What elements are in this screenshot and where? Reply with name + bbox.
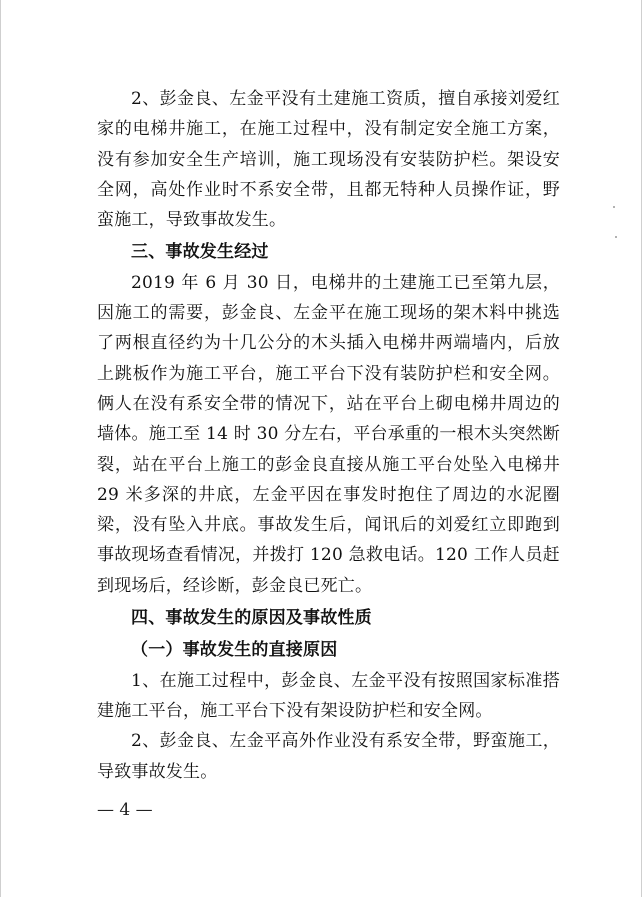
scan-speck: [615, 236, 617, 238]
paragraph-accident-process: 2019 年 6 月 30 日，电梯井的土建施工已至第九层，因施工的需要，彭金良、左金平在施工现场的架木料中挑选了两根直径约为十几公分的木头插入电梯井两端墙内，后放上跳板作为施工平台，施工平台下没有装防护栏和安全网。俩人在没有系安全带的情况下，站在平台上砌电梯井周边的墙体。施工至 14 时 30 分左右，平台承重的一根木头突然断裂，站在平台上施工的彭金良直接从施工平台处坠入电梯井 29 米多深的井底，左金平因在事发时抱住了周边的水泥圈梁，没有坠入井底。事故发生后，闻讯后的刘爱红立即跑到事故现场查看情况，并拨打 120 急救电话。120 工作人员赶到现场后，经诊断，彭金良已死亡。: [97, 272, 560, 596]
section-heading-4: 四、事故发生的原因及事故性质: [131, 608, 372, 629]
paragraph-cause-1: 1、在施工过程中，彭金良、左金平没有按照国家标准搭建施工平台，施工平台下没有架设防护栏和安全网。: [97, 670, 560, 721]
scan-speck: [613, 206, 615, 208]
page-number: — 4 —: [97, 800, 153, 820]
document-body: [97, 84, 560, 787]
paragraph-cause-2: 2、彭金良、左金平高外作业没有系安全带，野蛮施工，导致事故发生。: [97, 731, 560, 782]
section-heading-3: 三、事故发生经过: [131, 242, 269, 263]
subsection-heading-direct-cause: （一）事故发生的直接原因: [131, 640, 338, 661]
paragraph-item-2: 2、彭金良、左金平没有土建施工资质，擅自承接刘爱红家的电梯井施工，在施工过程中，没有制定安全施工方案，没有参加安全生产培训，施工现场没有安装防护栏。架设安全网，高处作业时不系安全带，且都无特种人员操作证，野蛮施工，导致事故发生。: [97, 89, 560, 231]
